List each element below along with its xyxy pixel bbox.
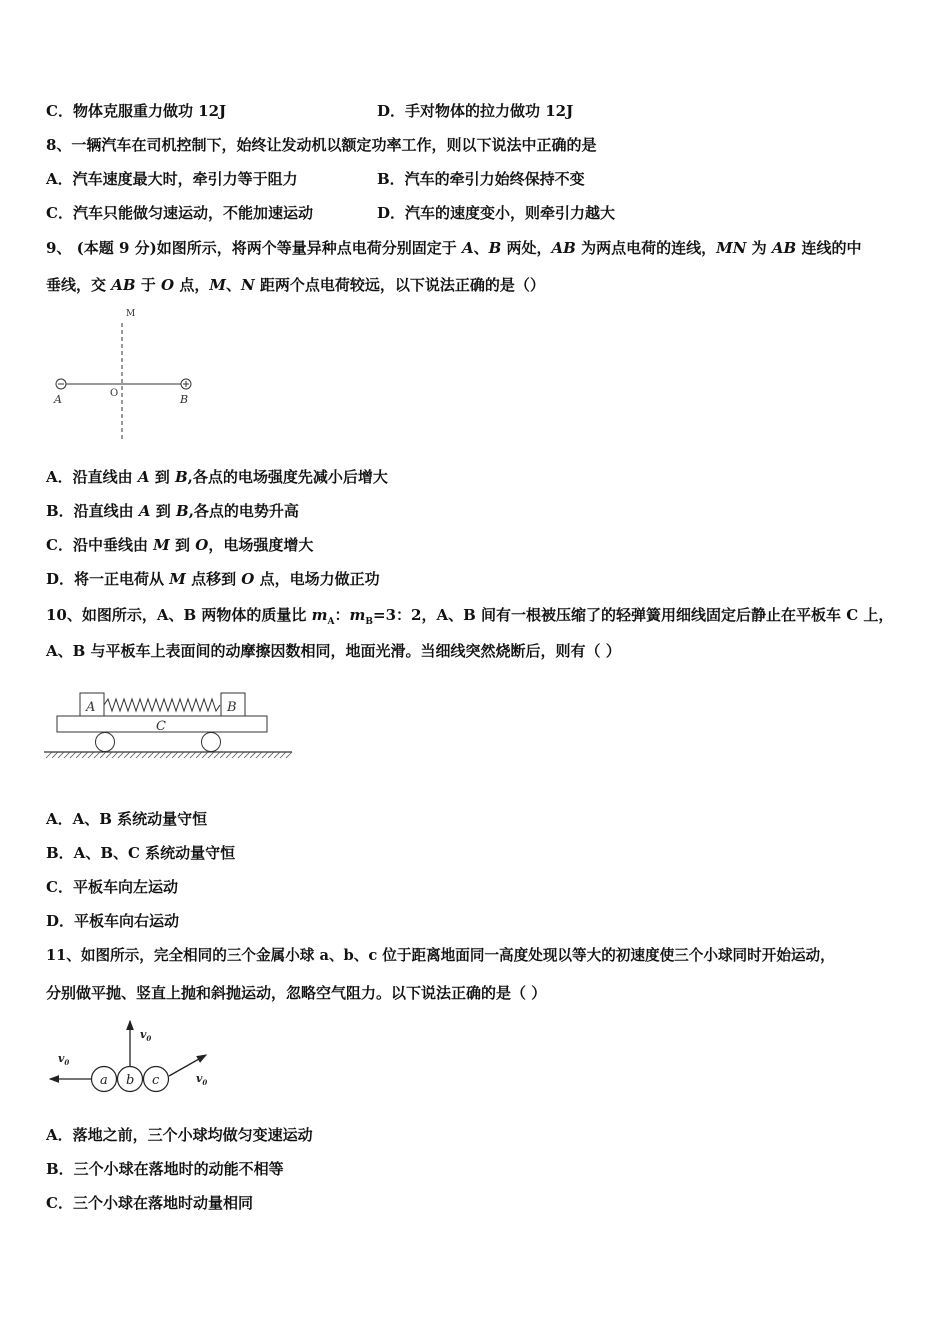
q10-option-a: A．A、B 系统动量守恒 bbox=[46, 810, 208, 828]
q11-option-b: B．三个小球在落地时的动能不相等 bbox=[46, 1160, 284, 1178]
q7-option-c: C．物体克服重力做功 12J bbox=[46, 102, 227, 120]
q10-label-b: B bbox=[227, 700, 237, 715]
q11-v0-up: $v_0$ bbox=[140, 1028, 152, 1043]
q7-option-d: D．手对物体的拉力做功 12J bbox=[377, 102, 574, 120]
q10-spring bbox=[104, 699, 220, 711]
q11-v0-oblique: $v_0$ bbox=[196, 1072, 208, 1087]
q10-label-a: A bbox=[86, 700, 96, 715]
q10-option-c: C．平板车向左运动 bbox=[46, 878, 178, 896]
q10-wheel-right bbox=[202, 733, 221, 752]
q10-label-c: C bbox=[156, 719, 166, 734]
q11-stem-line2: 分别做平抛、竖直上抛和斜抛运动，忽略空气阻力。以下说法正确的是（ ） bbox=[46, 984, 547, 1002]
q10-stem-line1: 10、如图所示，A、B 两物体的质量比 $m_A$：$m_B=3$：2，A、B 间有一根被压缩了的轻弹簧用细线固定后静止在平板车 C 上， bbox=[46, 606, 894, 627]
q10-option-d: D．平板车向右运动 bbox=[46, 912, 180, 930]
q9-label-a: A bbox=[54, 393, 62, 406]
q11-label-a: a bbox=[100, 1073, 108, 1088]
q9-label-o: O bbox=[110, 388, 119, 399]
q9-label-m: M bbox=[126, 309, 136, 319]
q8-option-d: D．汽车的速度变小，则牵引力越大 bbox=[377, 204, 616, 222]
q11-stem-line1: 11、如图所示，完全相同的三个金属小球 a、b、c 位于距离地面同一高度处现以等大的初速度使三个小球同时开始运动， bbox=[46, 947, 835, 964]
q11-option-a: A．落地之前，三个小球均做匀变速运动 bbox=[46, 1126, 313, 1144]
q9-option-a: A．沿直线由 A 到 B,各点的电场强度先减小后增大 bbox=[46, 468, 388, 486]
q9-charge-diagram bbox=[50, 305, 210, 445]
q8-option-a: A．汽车速度最大时，牵引力等于阻力 bbox=[46, 170, 298, 188]
q11-label-b: b bbox=[126, 1073, 135, 1088]
q10-wheel-left bbox=[96, 733, 115, 752]
q9-option-c: C．沿中垂线由 M 到 O，电场强度增大 bbox=[46, 536, 314, 554]
q11-v0-left: $v_0$ bbox=[58, 1052, 70, 1067]
q9-option-d: D．将一正电荷从 M 点移到 O 点，电场力做正功 bbox=[46, 570, 380, 588]
q11-option-c: C．三个小球在落地时动量相同 bbox=[46, 1194, 253, 1212]
q11-balls-diagram bbox=[44, 1012, 224, 1097]
q10-ground-hatching bbox=[46, 752, 292, 758]
q10-stem-line2: A、B 与平板车上表面间的动摩擦因数相同，地面光滑。当细线突然烧断后，则有（ ） bbox=[46, 642, 621, 660]
q9-label-b: B bbox=[180, 393, 189, 406]
q11-label-c: c bbox=[152, 1073, 160, 1088]
q9-option-b: B．沿直线由 A 到 B,各点的电势升高 bbox=[46, 502, 299, 520]
q9-stem-line1: 9、 (本题 9 分)如图所示，将两个等量异种点电荷分别固定于 A、B 两处，AB 为两点电荷的连线，MN 为 AB 连线的中 bbox=[46, 239, 862, 257]
q8-option-c: C．汽车只能做匀速运动，不能加速运动 bbox=[46, 204, 313, 222]
q8-option-b: B．汽车的牵引力始终保持不变 bbox=[377, 170, 585, 188]
q10-cart-diagram bbox=[44, 688, 299, 763]
q9-stem-line2: 垂线，交 AB 于 O 点，M、N 距两个点电荷较远，以下说法正确的是（） bbox=[46, 276, 545, 294]
q8-stem: 8、一辆汽车在司机控制下，始终让发动机以额定功率工作，则以下说法中正确的是 bbox=[46, 136, 597, 154]
q10-option-b: B．A、B、C 系统动量守恒 bbox=[46, 844, 236, 862]
